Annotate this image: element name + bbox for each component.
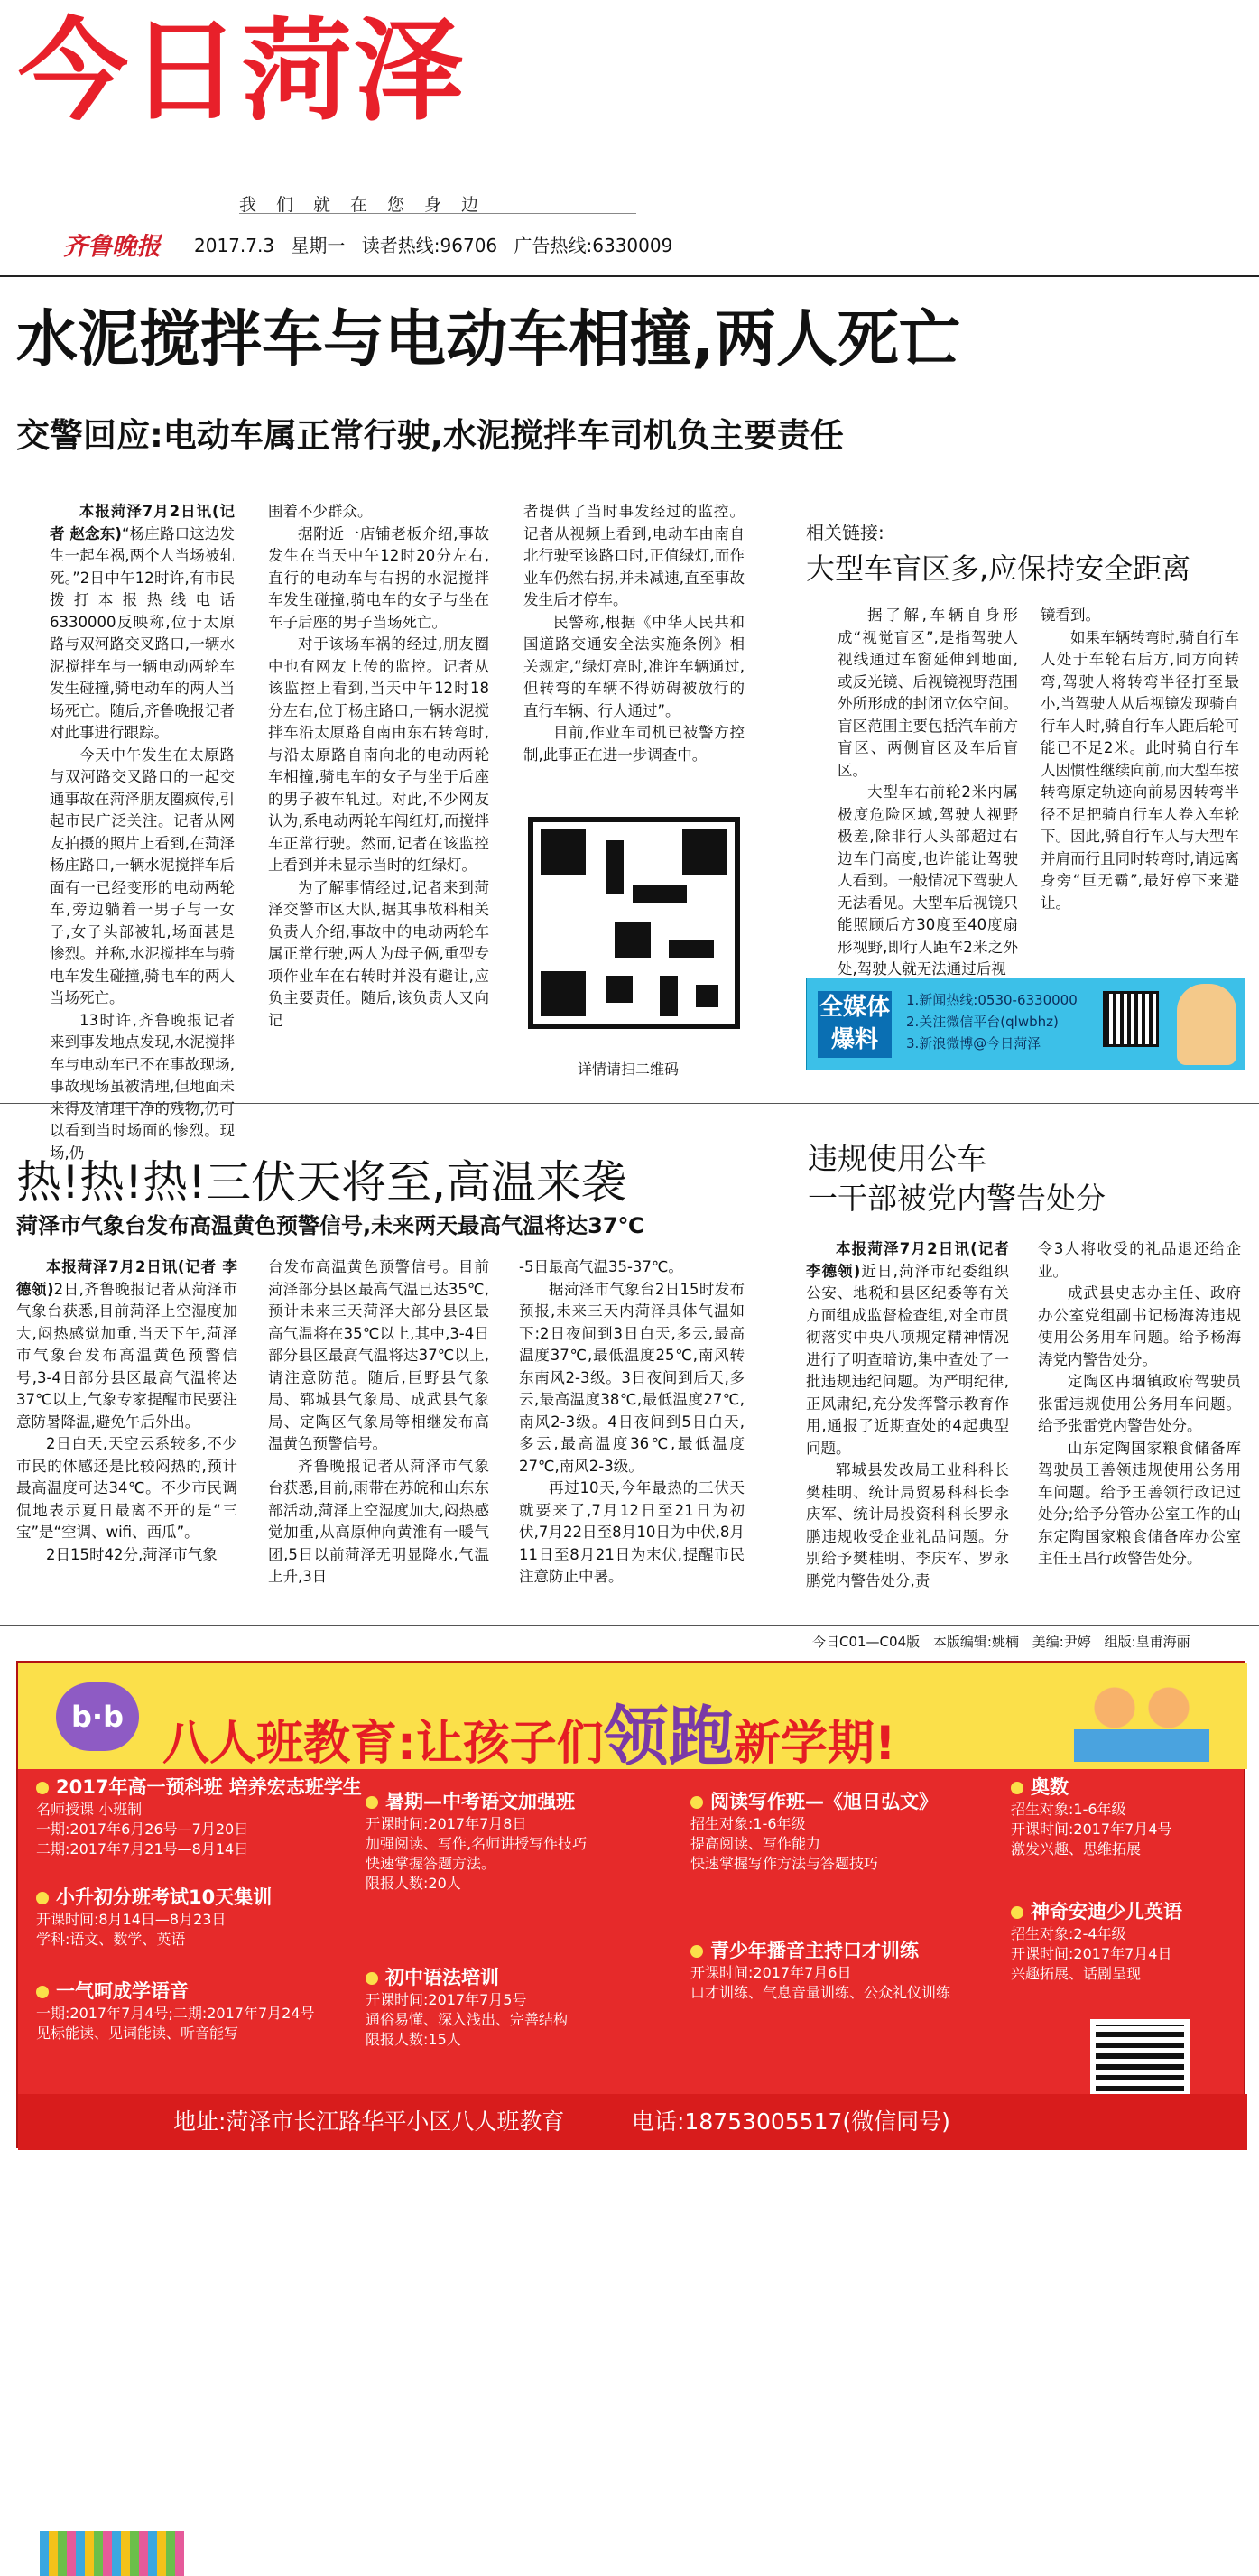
sidebar-paragraph: 大型车右前轮2米内属极度危险区域,驾驶人视野极差,除非行人头部超过右边车门高度,也许能让驾驶人看到。一般情况下驾驶人无法看见。大型车后视镜只能照顾后方30度至40度扇形视野,即行人距车2米之外处,驾驶人就无法通过后视: [838, 783, 1018, 978]
story2-column-3: [519, 1256, 745, 1599]
story3-headline: [808, 1139, 1106, 1219]
course-detail: 名师授课 小班制: [36, 1801, 143, 1818]
course-detail: 快速掌握答题方法。: [366, 1855, 496, 1872]
page-artist: 美编:尹婷: [1032, 1634, 1091, 1650]
sidebar-column-2: [1041, 605, 1239, 952]
slogan-rule: [239, 213, 636, 214]
story3-headline-line1: 违规使用公车: [808, 1141, 986, 1176]
books-icon: [40, 2531, 184, 2576]
sidebar-title: 大型车盲区多,应保持安全距离: [806, 551, 1191, 586]
story2-column-1: [16, 1256, 237, 1599]
story3-paragraph: 山东定陶国家粮食储备库驾驶员王善领违规使用公务用车问题。给予王善领行政记过处分;给予分管办公室工作的山东定陶国家粮食储备库办公室主任王昌行政警告处分。: [1038, 1439, 1241, 1567]
qr-caption: 详情请扫二维码: [578, 1061, 680, 1078]
course-title: 暑期—中考语文加强班: [366, 1789, 587, 1814]
brand-logo: 齐鲁晚报: [63, 233, 161, 261]
issue-meta: [194, 231, 683, 257]
course-title: 小升初分班考试10天集训: [36, 1885, 272, 1910]
ad-title-highlight: 领跑: [603, 1699, 734, 1774]
story3-lead: 本报菏泽7月2日讯(记者 李德领): [806, 1240, 1009, 1280]
course-detail: 提高阅读、写作能力: [690, 1835, 821, 1852]
media-banner-tag: 全媒体爆料: [818, 991, 892, 1058]
course-title: 初中语法培训: [366, 1965, 568, 1990]
course-title: 一气呵成学语音: [36, 1978, 315, 2004]
ad-course-block: [36, 1978, 315, 2043]
ad-course-block: [1011, 1774, 1171, 1859]
weibo-line: 3.新浪微博@今日菏泽: [906, 1035, 1041, 1052]
story2-paragraph: 据菏泽市气象台2日15时发布预报,未来三天内菏泽具体气温如下:2日夜间到3日白天,多云,最高温度37℃,最低温度25℃,南风转东南风2-3级。3日夜间到后天,多云,最高温度38℃,最低温度27℃,南风2-3级。4日夜间到5日白天,多云,最高温度36℃,最低温度27℃,南风2-3级。: [519, 1280, 745, 1475]
course-title: 2017年高一预科班 培养宏志班学生: [36, 1774, 362, 1800]
story1-column-2: [268, 501, 489, 1088]
story3-paragraph: 郓城县发改局工业科科长樊桂明、统计局贸易科科长李庆军、统计局投资科科长罗永鹏违规收受企业礼品问题。分别给予樊桂明、李庆军、罗永鹏党内警告处分,责: [806, 1461, 1009, 1589]
story1-paragraph: 13时许,齐鲁晚报记者来到事发地点发现,水泥搅拌车与电动车已不在事故现场,事故现场虽被清理,但地面未来得及清理干净的残物,仍可以看到当时场面的惨烈。现场,仍: [50, 1011, 235, 1162]
page-credits: [812, 1632, 1190, 1651]
reporter-illustration-icon: [1177, 984, 1236, 1065]
story1-lead: 本报菏泽7月2日讯(记者 赵念东): [50, 503, 235, 542]
course-detail: 限报人数:15人: [366, 2031, 461, 2048]
course-detail: 口才训练、气息音量训练、公众礼仪训练: [690, 1984, 951, 2001]
page-layout: 组版:皇甫海丽: [1104, 1634, 1190, 1650]
issue-weekday: 星期一: [291, 235, 346, 256]
story3-headline-line2: 一干部被党内警告处分: [808, 1181, 1106, 1216]
story2-lead: 本报菏泽7月2日讯(记者 李德领): [16, 1258, 237, 1298]
banner-qr-code[interactable]: [1103, 991, 1159, 1047]
news-hotline: 1.新闻热线:0530-6330000: [906, 992, 1078, 1008]
story1-paragraph: 今天中午发生在太原路与双河路交叉路口的一起交通事故在菏泽朋友圈疯传,引起市民广泛关注。记者从网友拍摄的照片上看到,在菏泽杨庄路口,一辆水泥搅拌车后面有一已经变形的电动两轮车,旁边躺着一男子与一女子,女子头部被轧,场面甚是惨烈。并称,水泥搅拌车与骑电车发生碰撞,骑电车的两人当场死亡。: [50, 746, 235, 1006]
story2-column-2: [268, 1256, 489, 1599]
course-detail: 开课时间:2017年7月4日: [1011, 1945, 1172, 1962]
course-title: 神奇安迪少儿英语: [1011, 1899, 1182, 1924]
course-detail: 开课时间:2017年7月4号: [1011, 1821, 1172, 1838]
ad-title-post: 新学期!: [733, 1717, 896, 1771]
story3-paragraph: 令3人将收受的礼品退还给企业。: [1038, 1240, 1241, 1280]
kids-reading-illustration-icon: [1074, 1672, 1209, 1762]
sidebar-paragraph: 如果车辆转弯时,骑自行车人处于车轮右后方,同方向转弯,驾驶人将转弯半径打至最小,当驾驶人从后视镜发现骑自行车人时,骑自行车人距后轮可能已不足2米。此时骑自行车人因惯性继续向前,而大型车按转弯原定轨迹向前易因转弯半径不足把骑自行车人卷入车轮下。因此,骑自行车人与大型车并肩而行且同时转弯时,请远离身旁“巨无霸”,最好停下来避让。: [1041, 628, 1239, 912]
wechat-line: 2.关注微信平台(qlwbhz): [906, 1014, 1059, 1030]
story2-paragraph: 再过10天,今年最热的三伏天就要来了,7月12日至21日为初伏,7月22日至8月10日为中伏,8月11日至8月21日为末伏,提醒市民注意防止中暑。: [519, 1479, 745, 1585]
sidebar-paragraph: 据了解,车辆自身形成“视觉盲区”,是指驾驶人视线通过车窗延伸到地面,或反光镜、后视镜视野范围外所形成的封闭立体空间。盲区范围主要包括汽车前方盲区、两侧盲区及车后盲区。: [838, 607, 1018, 779]
course-detail: 学科:语文、数学、英语: [36, 1931, 186, 1948]
story2-paragraph: 齐鲁晚报记者从菏泽市气象台获悉,目前,雨带在苏皖和山东东部活动,菏泽上空湿度加大,闷热感觉加重,从高原伸向黄淮有一暖气团,5日以前菏泽无明显降水,气温上升,3日: [268, 1457, 489, 1585]
ad-course-block: [36, 1885, 272, 1950]
media-banner-lines: [906, 989, 1078, 1054]
course-detail: 通俗易懂、深入浅出、完善结构: [366, 2011, 569, 2028]
course-detail: 招生对象:2-4年级: [1011, 1925, 1126, 1942]
story1-text: “杨庄路口这边发生一起车祸,两个人当场被轧死。”2日中午12时许,有市民拨打本报热线电话6330000反映称,位于太原路与双河路交叉路口,一辆水泥搅拌车与一辆电动两轮车发生碰撞,骑电动车的两人当场死亡。随后,齐鲁晚报记者对此事进行跟踪。: [50, 524, 235, 741]
story1-column-3: [523, 501, 745, 785]
page-range: 今日C01—C04版: [812, 1634, 921, 1650]
course-detail: 加强阅读、写作,名师讲授写作技巧: [366, 1835, 588, 1852]
story3-text: 近日,菏泽市纪委组织公安、地税和县区纪委等有关方面组成监督检查组,对全市贯彻落实中央八项规定精神情况进行了明查暗访,集中查处了一批违规违纪问题。为严明纪律,正风肃纪,充分发挥警示教育作用,通报了近期查处的4起典型问题。: [806, 1262, 1009, 1457]
story2-subhead: 菏泽市气象台发布高温黄色预警信号,未来两天最高气温将达37℃: [16, 1213, 644, 1238]
masthead-rule: [0, 275, 1259, 277]
story2-text: 2日,齐鲁晚报记者从菏泽市气象台获悉,目前菏泽上空湿度加大,闷热感觉加重,当天下午,菏泽市气象台发布高温黄色预警信号,3-4日部分县区最高气温将达37℃以上,气象专家提醒市民要注意防暑降温,避免午后外出。: [16, 1280, 237, 1431]
course-detail: 招生对象:1-6年级: [690, 1815, 806, 1832]
course-detail: 开课时间:2017年7月6日: [690, 1964, 852, 1981]
ad-address: 地址:菏泽市长江路华平小区八人班教育: [173, 2108, 565, 2135]
course-detail: 二期:2017年7月21号—8月14日: [36, 1840, 249, 1858]
story3-paragraph: 成武县史志办主任、政府办公室党组副书记杨海涛违规使用公务用车问题。给予杨海涛党内警告处分。: [1038, 1284, 1241, 1368]
bb-logo: b·b: [56, 1682, 139, 1751]
ad-title-pre: 八人班教育:让孩子们: [162, 1717, 604, 1771]
course-detail: 兴趣拓展、话剧呈现: [1011, 1965, 1142, 1982]
course-title: 青少年播音主持口才训练: [690, 1938, 950, 1963]
ad-phone: 电话:18753005517(微信同号): [632, 2108, 950, 2135]
story1-paragraph: 为了解事情经过,记者来到菏泽交警市区大队,据其事故科相关负责人介绍,事故中的电动两轮车属正常行驶,两人为母子俩,重型专项作业车在右转时并没有避让,应负主要责任。随后,该负责人又向记: [268, 878, 489, 1029]
ad-course-block: [366, 1965, 568, 2050]
course-title: 奥数: [1011, 1774, 1171, 1800]
story3-paragraph: 定陶区冉堌镇政府驾驶员张雷违规使用公务用车问题。给予张雷党内警告处分。: [1038, 1373, 1241, 1434]
course-detail: 快速掌握写作方法与答题技巧: [690, 1855, 879, 1872]
page-editor: 本版编辑:姚楠: [932, 1634, 1019, 1650]
story2-paragraph: -5日最高气温35-37℃。: [519, 1258, 683, 1275]
related-link-label: 相关链接:: [806, 522, 884, 543]
story1-qr-code[interactable]: [528, 817, 740, 1029]
ad-course-block: [690, 1938, 950, 2003]
sidebar-column-1: [838, 605, 1018, 978]
story1-paragraph: 对于该场车祸的经过,朋友圈中也有网友上传的监控。记者从该监控上看到,当天中午12时18分左右,位于杨庄路口,一辆水泥搅拌车沿太原路自南由东右转弯时,与沿太原路自南向北的电动两轮车相撞,骑电车的女子与坐于后座的男子被车轧过。对此,不少网友认为,系电动两轮车闯红灯,而搅拌车正常行驶。然而,记者在该监控上看到并未显示当时的红绿灯。: [268, 635, 489, 874]
story2-paragraph: 台发布高温黄色预警信号。目前菏泽部分县区最高气温已达35℃,预计未来三天菏泽大部分县区最高气温将在35℃以上,其中,3-4日部分县区最高气温将达37℃以上,请注意防范。随后,巨野县气象局、郓城县气象局、成武县气象局、定陶区气象局等相继发布高温黄色预警信号。: [268, 1258, 489, 1452]
sidebar-paragraph: 镜看到。: [1041, 607, 1100, 624]
course-detail: 开课时间:2017年7月8日: [366, 1815, 527, 1832]
ad-contact-bar: [18, 2094, 1247, 2150]
story3-column-2: [1038, 1238, 1241, 1599]
course-detail: 一期:2017年6月26号—7月20日: [36, 1821, 249, 1838]
story1-subhead: 交警回应:电动车属正常行驶,水泥搅拌车司机负主要责任: [16, 416, 844, 455]
story2-paragraph: 2日白天,天空云系较多,不少市民的体感还是比较闷热的,预计最高温度可达34℃。不少市民调侃地表示夏日最离不开的是“三宝”是“空调、wifi、西瓜”。: [16, 1435, 237, 1541]
ad-hotline: 广告热线:6330009: [514, 235, 673, 256]
course-detail: 一期:2017年7月4号;二期:2017年7月24号: [36, 2005, 315, 2022]
course-detail: 限报人数:20人: [366, 1875, 461, 1892]
course-detail: 开课时间:2017年7月5号: [366, 1991, 527, 2008]
ad-course-block: [1011, 1899, 1182, 1984]
story2-paragraph: 2日15时42分,菏泽市气象: [46, 1545, 218, 1563]
course-detail: 开课时间:8月14日—8月23日: [36, 1911, 227, 1928]
story2-headline: 热!热!热!三伏天将至,高温来袭: [16, 1156, 627, 1209]
section-divider: [0, 1103, 1259, 1104]
story1-paragraph: 目前,作业车司机已被警方控制,此事正在进一步调查中。: [523, 724, 745, 764]
story1-paragraph: 围着不少群众。: [268, 503, 373, 520]
story1-paragraph: 者提供了当时事发经过的监控。记者从视频上看到,电动车由南自北行驶至该路口时,正值绿灯,而作业车仍然右拐,并未减速,直至事故发生后才停车。: [523, 503, 745, 608]
education-advertisement: [16, 1661, 1245, 2148]
story1-headline: 水泥搅拌车与电动车相撞,两人死亡: [16, 304, 960, 375]
masthead-slogan: 我们就在您身边: [239, 195, 499, 215]
course-detail: 激发兴趣、思维拓展: [1011, 1840, 1142, 1858]
ad-title: [162, 1684, 896, 1778]
story1-paragraph: 据附近一店铺老板介绍,事故发生在当天中午12时20分左右,直行的电动车与右拐的水泥搅拌车发生碰撞,骑电车的女子与坐在车子后座的男子当场死亡。: [268, 524, 489, 631]
course-detail: 见标能读、见词能读、听音能写: [36, 2025, 239, 2042]
masthead-title: 今日菏泽: [18, 7, 466, 135]
course-detail: 招生对象:1-6年级: [1011, 1801, 1126, 1818]
ad-course-block: [36, 1774, 362, 1859]
story1-paragraph: 民警称,根据《中华人民共和国道路交通安全法实施条例》相关规定,“绿灯亮时,准许车辆通过,但转弯的车辆不得妨碍被放行的直行车辆、行人通过”。: [523, 613, 745, 719]
issue-date: 2017.7.3: [194, 235, 275, 256]
course-title: 阅读写作班—《旭日弘文》: [690, 1789, 938, 1814]
story3-column-1: [806, 1238, 1009, 1599]
ad-course-block: [366, 1789, 587, 1894]
media-tipoff-banner: [806, 978, 1245, 1070]
footer-rule: [0, 1625, 1259, 1626]
story1-column-1: [50, 501, 235, 1162]
reader-hotline: 读者热线:96706: [361, 235, 498, 256]
ad-course-block: [690, 1789, 938, 1874]
